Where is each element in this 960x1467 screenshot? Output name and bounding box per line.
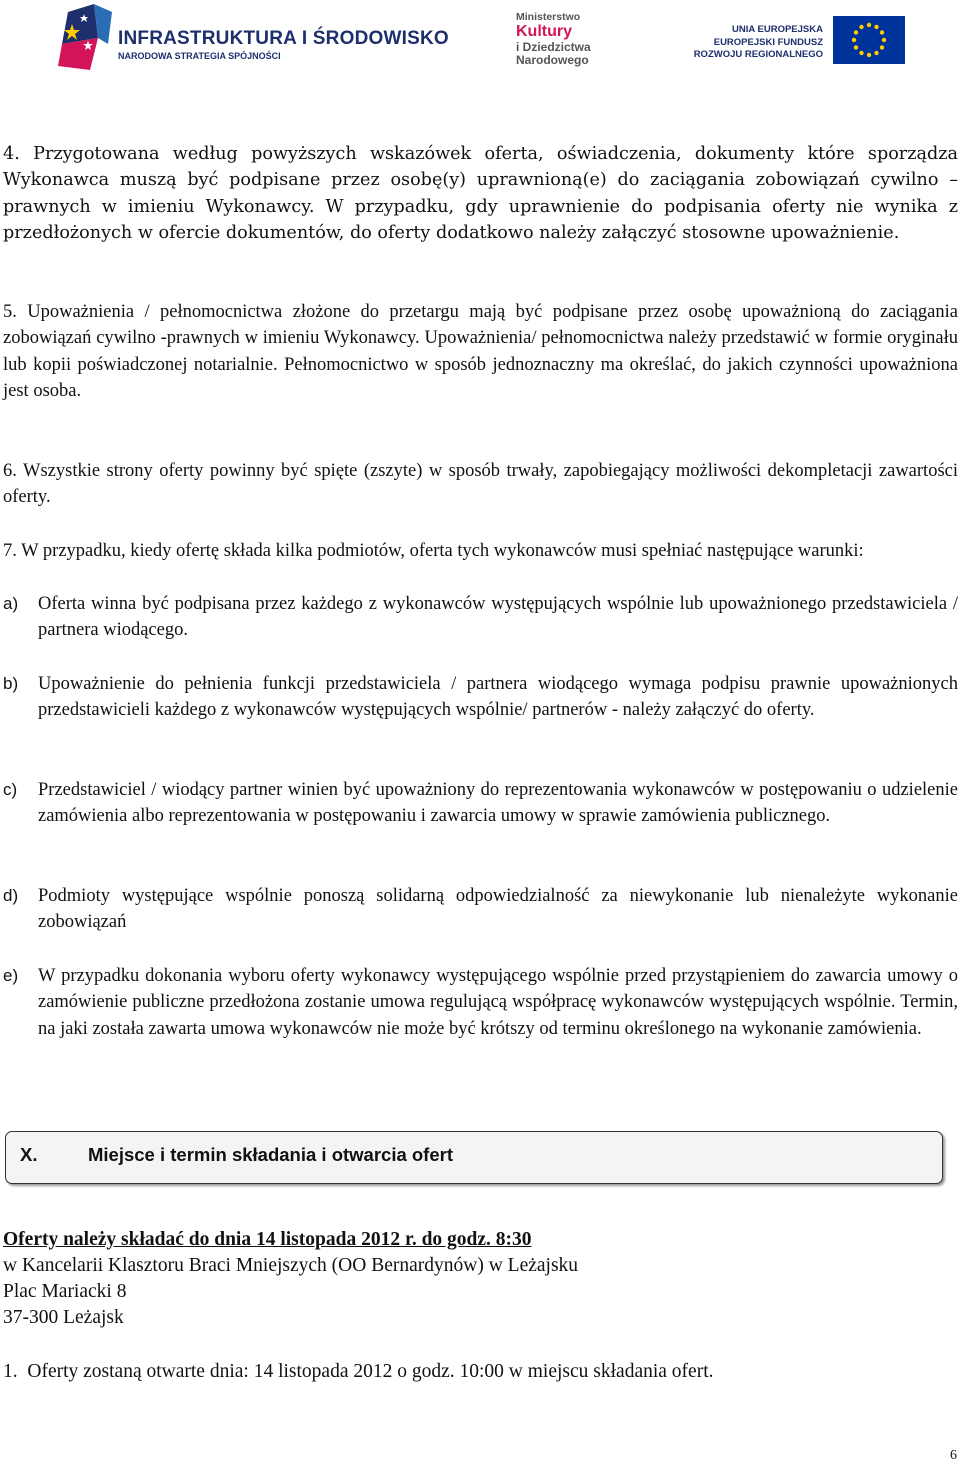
section-number: X. [20,1144,38,1165]
opening-label: 1. [3,1361,18,1382]
item-text: W przypadku dokonania wyboru oferty wykonawcy występującego wspólnie przed przystąpieniem do zawarcia umowy o zamówienie publiczne przedłożona zostanie umowa regulującą współpracę wykonawców występujących wspólnie. Termin, na jaki została zawarta umowa wykonawców nie może być krótszy od terminu określonego na wykonanie zamówienia. [38,966,958,1039]
section-title: Miejsce i termin składania i otwarcia ofert [88,1144,453,1165]
fe-star-icon [58,4,112,70]
list-item-a [3,591,958,644]
item-text: Przedstawiciel / wiodący partner winien być upoważniony do reprezentowania wykonawców w postępowaniu o udzielenie zamówienia albo reprezentowania w postępowaniu i zawarcia umowy w sprawie zamówienia publicznego. [38,780,958,827]
paragraph-7: 7. W przypadku, kiedy ofertę składa kilka podmiotów, oferta tych wykonawców musi spełniać następujące warunki: [3,541,864,561]
opening-item [3,1359,713,1385]
ministry-culture-logo [512,10,608,66]
item-label: b) [3,674,19,693]
paragraph-5: 5. Upoważnienia / pełnomocnictwa złożone do przetargu mają być podpisane przez osobę upoważnioną do zaciągania zobowiązań cywilno -prawnych w imieniu Wykonawcy. Upoważnienia/ pełnomocnictwa należy przedstawić w formie oryginału lub kopii poświadczonej notarialnie. Pełnomocnictwo w sposób jednoznaczny ma określać, do jakich czynności upoważniona jest osoba. [3,302,958,402]
item-text: Oferta winna być podpisana przez każdego z wykonawców występujących wspólnie lub upoważnionego przedstawiciela / partnera wiodącego. [38,594,958,641]
mk-line4: Narodowego [516,53,589,67]
ue-line3: ROZWOJU REGIONALNEGO [693,49,823,60]
item-text: Upoważnienie do pełnienia funkcji przedstawiciela / partnera wiodącego wymaga podpisu prawnie upoważnionych przedstawicieli każdego z wykonawców występujących wspólnie/ partnerów - należy załączyć do oferty. [38,674,958,721]
page-number: 6 [950,1448,957,1463]
mk-line1: Ministerstwo [516,11,581,23]
section-header [5,1131,943,1184]
submission-street: Plac Mariacki 8 [3,1281,127,1302]
mk-line3: i Dziedzictwa [516,40,591,54]
opening-text: Oferty zostaną otwarte dnia: 14 listopada 2012 o godz. 10:00 w miejscu składania ofert. [27,1361,714,1382]
fe-title: INFRASTRUKTURA I ŚRODOWISKO [118,28,449,49]
item-label: a) [3,594,19,613]
submission-deadline: Oferty należy składać do dnia 14 listopada 2012 r. do godz. 8:30 [3,1229,532,1250]
infrastruktura-logo [58,4,449,70]
item-text: Podmioty występujące wspólnie ponoszą solidarną odpowiedzialność za niewykonanie lub nienależyte wykonanie zobowiązań [38,886,958,933]
list-item-d [3,883,958,936]
list-item-e [3,963,958,1042]
ue-line2: EUROPEJSKI FUNDUSZ [713,37,823,48]
eu-logo [693,12,905,66]
item-label: e) [3,966,19,985]
header-logos [0,0,960,80]
submission-place: w Kancelarii Klasztoru Braci Mniejszych (OO Bernardynów) w Leżajsku [3,1255,579,1276]
eu-flag-icon [833,16,905,64]
item-label: d) [3,886,19,905]
paragraph-6: 6. Wszystkie strony oferty powinny być spięte (zszyte) w sposób trwały, zapobiegający możliwości dekompletacji zawartości oferty. [3,461,958,508]
item-label: c) [3,780,18,799]
list-item-c [3,777,958,830]
list-item-b [3,671,958,724]
paragraph-4: 4. Przygotowana według powyższych wskazówek oferta, oświadczenia, dokumenty które sporządza Wykonawca muszą być podpisane przez osobę(y) uprawnioną(e) do zaciągania zobowiązań cywilno – prawnych w imieniu Wykonawcy. W przypadku, gdy uprawnienie do podpisania oferty nie wynika z przedłożonych w ofercie dokumentów, do oferty dodatkowo należy załączyć stosowne upoważnienie. [3,144,958,244]
submission-city: 37-300 Leżajsk [3,1307,124,1328]
fe-subtitle: NARODOWA STRATEGIA SPÓJNOŚCI [118,51,281,61]
ue-line1: UNIA EUROPEJSKA [732,24,823,35]
mk-line2: Kultury [516,23,572,40]
